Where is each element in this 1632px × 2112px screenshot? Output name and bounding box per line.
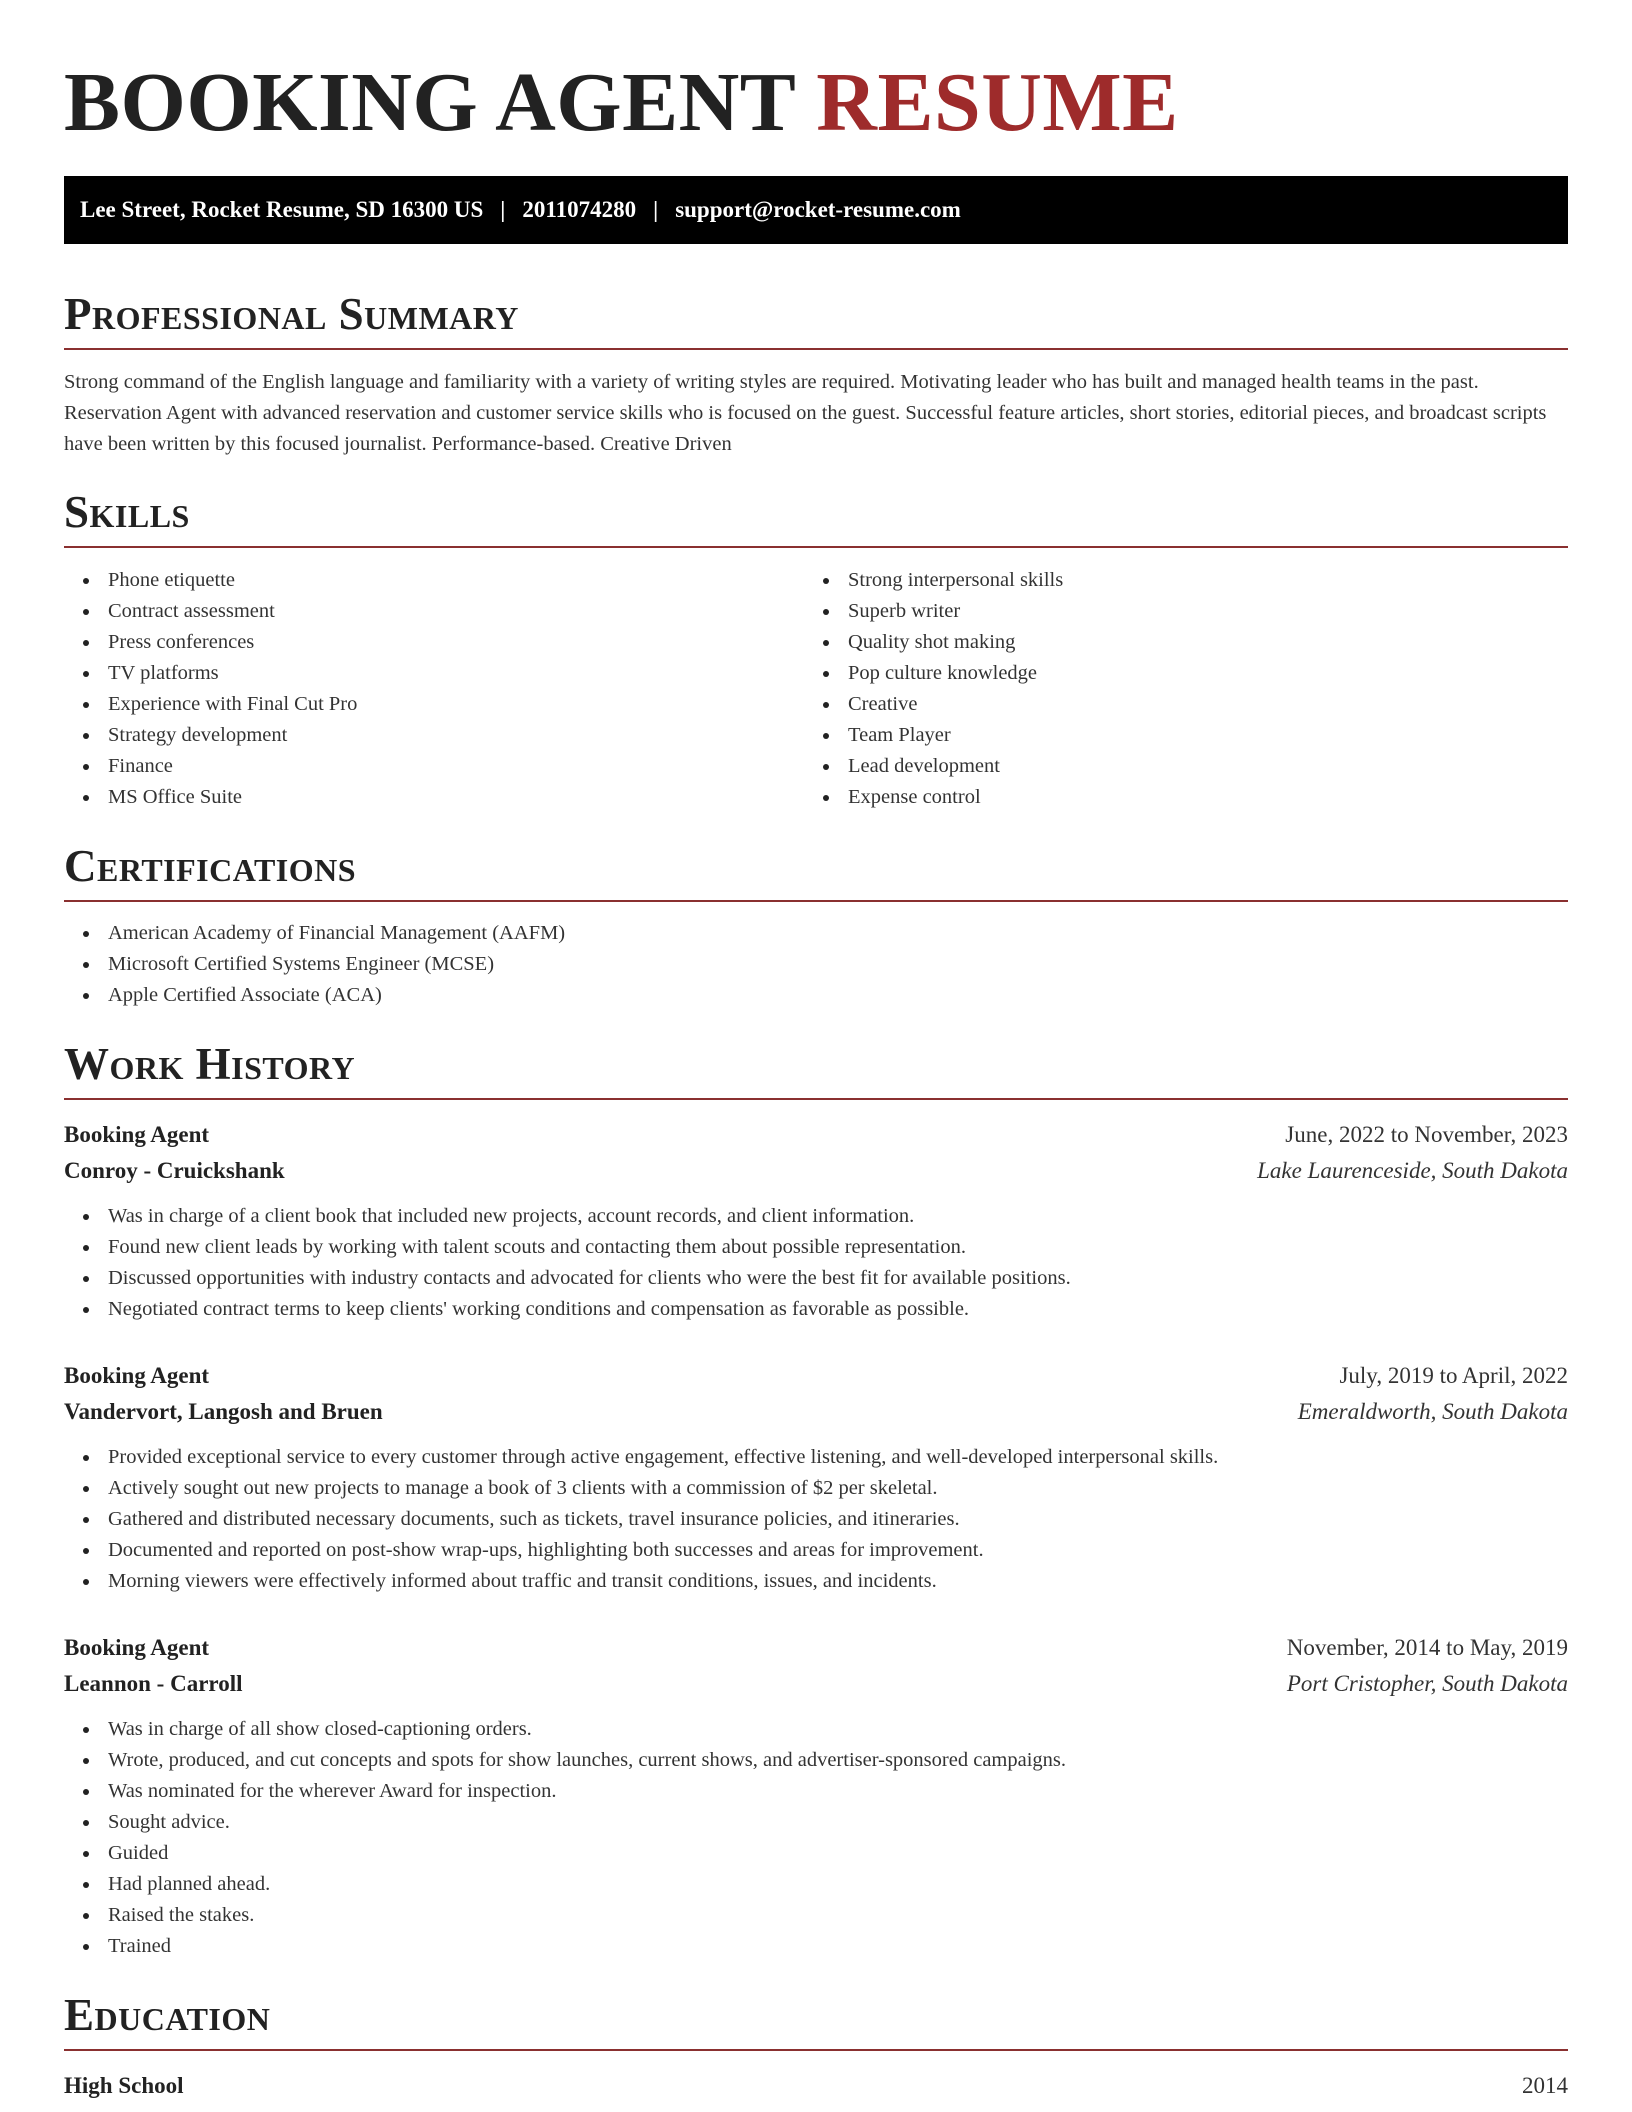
section-divider — [64, 2049, 1568, 2051]
job-dates: November, 2014 to May, 2019 — [1286, 1635, 1568, 1660]
certifications-list — [64, 918, 1568, 1011]
section-title-summary: Professional Summary — [64, 289, 519, 339]
job-dates: June, 2022 to November, 2023 — [1285, 1122, 1568, 1147]
skill-item: Strong interpersonal skills — [804, 565, 1544, 596]
section-divider — [64, 546, 1568, 548]
section-divider — [64, 900, 1568, 902]
job-bullet: Found new client leads by working with talent scouts and contacting them about possible representation. — [64, 1232, 1568, 1263]
job-bullet: Was in charge of all show closed-captioning orders. — [64, 1714, 1568, 1745]
resume-title — [64, 58, 1568, 148]
skill-item: Experience with Final Cut Pro — [64, 689, 804, 720]
job-bullets — [64, 1201, 1568, 1325]
education-degree: High School — [64, 2073, 184, 2098]
job-location: Port Cristopher, South Dakota — [1286, 1671, 1568, 1696]
job-company-row — [64, 1153, 1568, 1189]
job-bullet: Guided — [64, 1838, 1568, 1869]
contact-bar — [64, 176, 1568, 244]
section-education — [64, 1989, 1568, 2104]
skill-item: Creative — [804, 689, 1544, 720]
job-entry — [64, 1630, 1568, 1962]
summary-text: Strong command of the English language and familiarity with a variety of writing styles are required. Motivating leader who has built and managed health teams in the past. Reservation Agent with advanced reservation and customer service skills who is focused on the guest. Successful feature articles, short stories, editorial pieces, and broadcast scripts have been written by this focused journalist. Performance-based. Creative Driven — [64, 371, 1547, 455]
section-title-certifications: Certifications — [64, 841, 357, 891]
section-work-history — [64, 1038, 1568, 1962]
job-header — [64, 1358, 1568, 1394]
job-company: Leannon - Carroll — [64, 1671, 243, 1696]
skill-item: Superb writer — [804, 596, 1544, 627]
certification-item: American Academy of Financial Management (AAFM) — [64, 918, 1568, 949]
job-bullets — [64, 1442, 1568, 1597]
skills-list-right — [804, 565, 1544, 813]
job-bullet: Morning viewers were effectively informed about traffic and transit conditions, issues, and incidents. — [64, 1566, 1568, 1597]
job-company: Vandervort, Langosh and Bruen — [64, 1399, 383, 1424]
skill-item: Lead development — [804, 751, 1544, 782]
section-title-work-history: Work History — [64, 1039, 356, 1089]
skill-item: Team Player — [804, 720, 1544, 751]
contact-email[interactable]: support@rocket-resume.com — [675, 197, 961, 222]
education-entry — [64, 2068, 1568, 2104]
job-bullet: Actively sought out new projects to manage a book of 3 clients with a commission of $2 per skeletal. — [64, 1473, 1568, 1504]
job-entry — [64, 1358, 1568, 1597]
job-title: Booking Agent — [64, 1122, 210, 1147]
job-header — [64, 1630, 1568, 1666]
resume-title-accent: RESUME — [816, 56, 1179, 149]
job-bullet: Was in charge of a client book that included new projects, account records, and client information. — [64, 1201, 1568, 1232]
skills-list-left — [64, 565, 804, 813]
section-divider — [64, 348, 1568, 350]
skill-item: MS Office Suite — [64, 782, 804, 813]
job-title: Booking Agent — [64, 1363, 210, 1388]
job-bullet: Discussed opportunities with industry contacts and advocated for clients who were the best fit for available positions. — [64, 1263, 1568, 1294]
contact-address: Lee Street, Rocket Resume, SD 16300 US — [80, 197, 484, 222]
job-bullet: Provided exceptional service to every customer through active engagement, effective listening, and well-developed interpersonal skills. — [64, 1442, 1568, 1473]
certification-item: Microsoft Certified Systems Engineer (MCSE) — [64, 949, 1568, 980]
resume-title-main: BOOKING AGENT — [64, 56, 795, 149]
resume-page — [64, 0, 1568, 2104]
job-bullet: Wrote, produced, and cut concepts and spots for show launches, current shows, and advertiser-sponsored campaigns. — [64, 1745, 1568, 1776]
skills-grid — [64, 565, 1568, 813]
job-company: Conroy - Cruickshank — [64, 1158, 285, 1183]
skill-item: Strategy development — [64, 720, 804, 751]
section-certifications — [64, 840, 1568, 1011]
job-location: Emeraldworth, South Dakota — [1297, 1399, 1568, 1424]
job-company-row — [64, 1394, 1568, 1430]
education-year: 2014 — [1522, 2073, 1568, 2098]
section-title-education: Education — [64, 1990, 271, 2040]
job-bullet: Documented and reported on post-show wrap-ups, highlighting both successes and areas for improvement. — [64, 1535, 1568, 1566]
section-divider — [64, 1098, 1568, 1100]
job-bullet: Was nominated for the wherever Award for inspection. — [64, 1776, 1568, 1807]
job-bullet: Negotiated contract terms to keep clients' working conditions and compensation as favorable as possible. — [64, 1294, 1568, 1325]
job-bullet: Gathered and distributed necessary documents, such as tickets, travel insurance policies, and itineraries. — [64, 1504, 1568, 1535]
certification-item: Apple Certified Associate (ACA) — [64, 980, 1568, 1011]
job-location: Lake Laurenceside, South Dakota — [1257, 1158, 1568, 1183]
contact-separator: | — [500, 197, 506, 222]
job-header — [64, 1117, 1568, 1153]
skill-item: Contract assessment — [64, 596, 804, 627]
job-bullet: Sought advice. — [64, 1807, 1568, 1838]
job-entry — [64, 1117, 1568, 1325]
skill-item: Pop culture knowledge — [804, 658, 1544, 689]
job-dates: July, 2019 to April, 2022 — [1339, 1363, 1568, 1388]
skill-item: Finance — [64, 751, 804, 782]
skill-item: Press conferences — [64, 627, 804, 658]
skill-item: Expense control — [804, 782, 1544, 813]
job-bullet: Had planned ahead. — [64, 1869, 1568, 1900]
job-bullet: Trained — [64, 1931, 1568, 1962]
contact-phone[interactable]: 2011074280 — [522, 197, 637, 222]
contact-separator: | — [653, 197, 659, 222]
section-professional-summary — [64, 288, 1568, 460]
section-title-skills: Skills — [64, 487, 190, 537]
skill-item: TV platforms — [64, 658, 804, 689]
job-bullet: Raised the stakes. — [64, 1900, 1568, 1931]
skill-item: Phone etiquette — [64, 565, 804, 596]
job-company-row — [64, 1666, 1568, 1702]
section-skills — [64, 486, 1568, 813]
job-bullets — [64, 1714, 1568, 1962]
job-title: Booking Agent — [64, 1635, 210, 1660]
skill-item: Quality shot making — [804, 627, 1544, 658]
